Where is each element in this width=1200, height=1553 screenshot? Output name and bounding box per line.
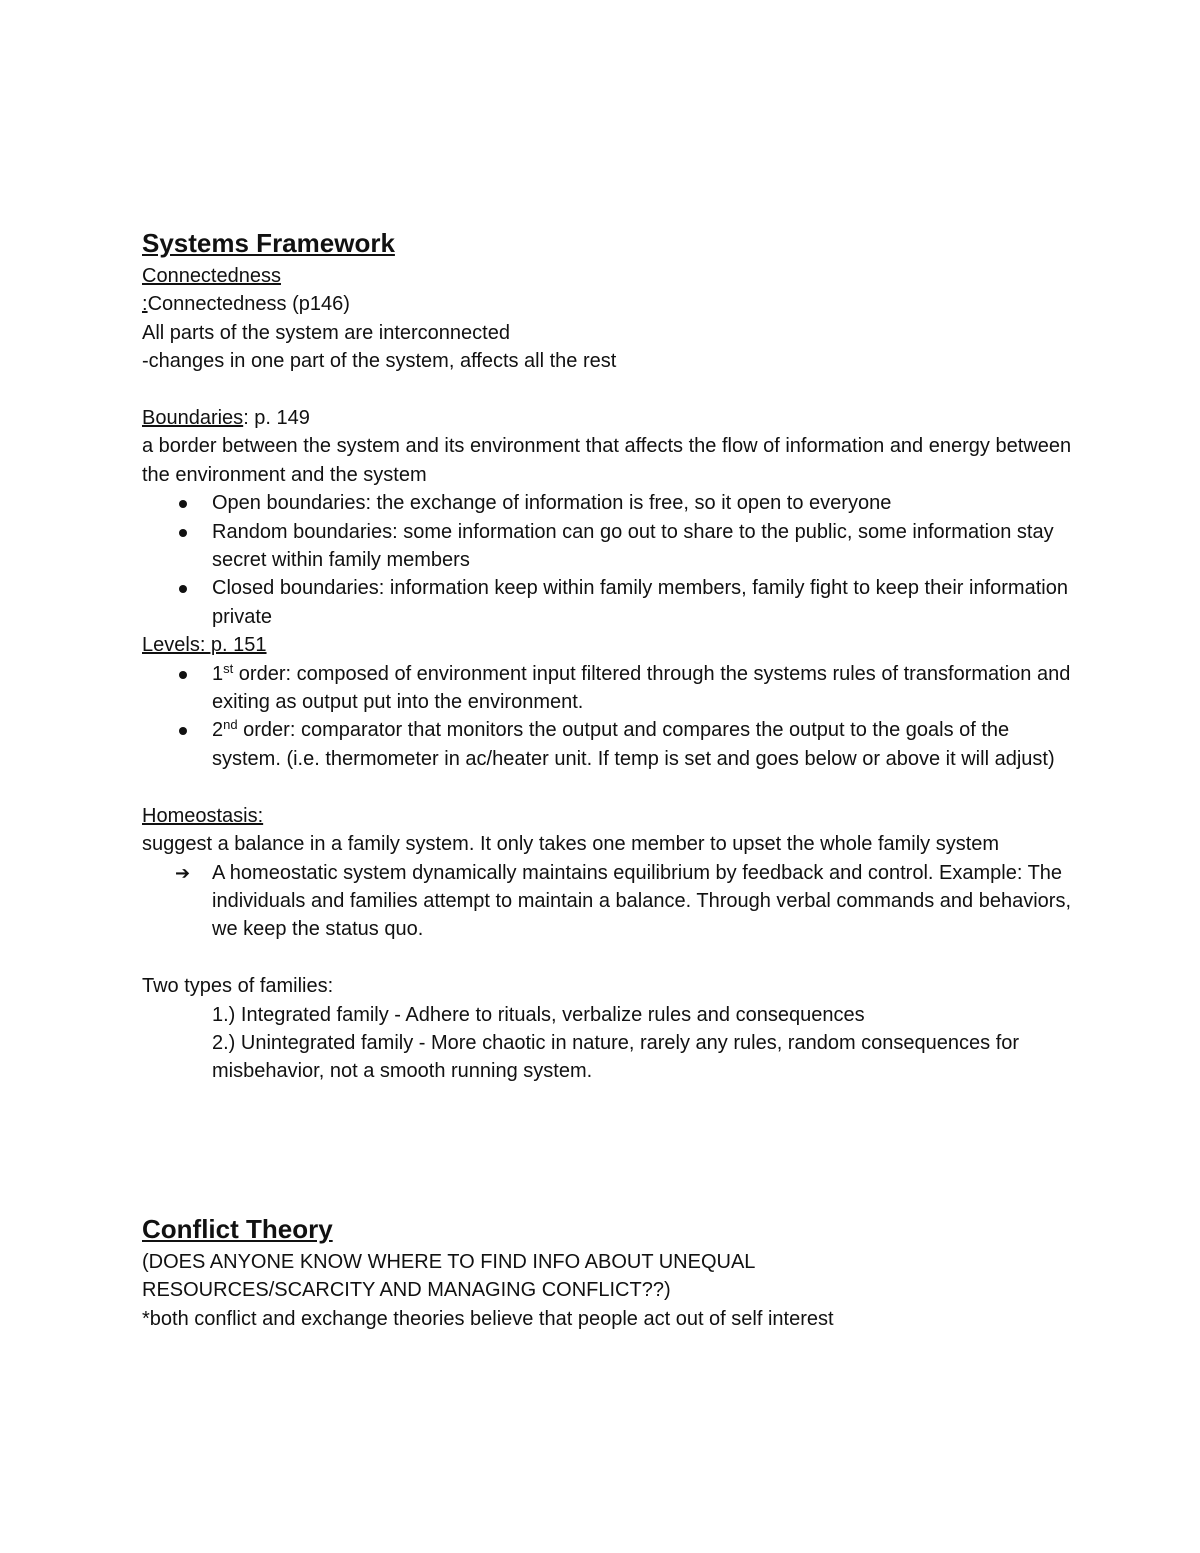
homeostasis-arrow-item: A homeostatic system dynamically maintains equilibrium by feedback and control. Example: The individuals and families attempt to maintain a balance. Through verbal commands and behaviors, we keep the status quo. [212, 861, 1072, 941]
homeostasis-heading: Homeostasis: [142, 804, 264, 827]
systems-framework-title: Systems Framework [142, 228, 395, 258]
boundary-item-open: Open boundaries: the exchange of information is free, so it open to everyone [212, 492, 892, 515]
right-arrow-icon: ➔ [175, 862, 191, 883]
families-intro: Two types of families: [142, 975, 334, 998]
spacer [142, 1086, 1072, 1210]
connectedness-line-1: All parts of the system are interconnected [142, 321, 510, 344]
family-item-unintegrated: 2.) Unintegrated family - More chaotic in nature, rarely any rules, random consequences for misbehavior, not a smooth running system. [212, 1031, 1020, 1083]
boundary-item-closed: Closed boundaries: information keep within family members, family fight to keep their information private [212, 577, 1068, 628]
conflict-theory-title: Conflict Theory [142, 1213, 333, 1244]
level-ordinal: nd [223, 717, 238, 733]
bullet-dot-icon [179, 671, 187, 679]
spacer [142, 773, 1072, 801]
boundaries-page: : p. 149 [243, 407, 310, 430]
bullet-dot-icon [179, 500, 187, 508]
homeostasis-definition: suggest a balance in a family system. It only takes one member to upset the whole family system [142, 833, 1000, 856]
list-item [142, 716, 1072, 773]
list-item [142, 518, 1072, 575]
boundaries-list [142, 489, 1072, 631]
boundaries-label: Boundaries [142, 407, 244, 430]
boundary-item-random: Random boundaries: some information can go out to share to the public, some information stay secret within family members [212, 520, 1054, 572]
connectedness-ref-text: Connectedness (p146) [147, 293, 350, 316]
spacer [142, 376, 1072, 404]
list-item [142, 489, 1072, 517]
level-text: order: comparator that monitors the output and compares the output to the goals of the system. (i.e. thermometer in ac/heater unit. If temp is set and goes below or above it will adjust) [212, 719, 1055, 770]
connectedness-ref-prefix: : [142, 293, 148, 316]
conflict-question: (DOES ANYONE KNOW WHERE TO FIND INFO ABOUT UNEQUAL RESOURCES/SCARCITY AND MANAGING CONFLICT??) [142, 1250, 755, 1302]
bullet-dot-icon [179, 529, 187, 537]
list-item [142, 859, 1072, 944]
connectedness-heading: Connectedness [142, 265, 281, 287]
bullet-dot-icon [179, 585, 187, 593]
boundaries-heading [142, 404, 1072, 432]
level-text: order: composed of environment input filtered through the systems rules of transformation and exiting as output put into the environment. [212, 662, 1071, 714]
connectedness-line-2: -changes in one part of the system, affects all the rest [142, 350, 617, 373]
level-ordinal: st [223, 660, 234, 676]
conflict-note: *both conflict and exchange theories believe that people act out of self interest [142, 1307, 834, 1330]
homeostasis-list [142, 859, 1072, 944]
list-item [142, 660, 1072, 717]
document-page [142, 224, 1072, 1333]
boundaries-definition: a border between the system and its environment that affects the flow of information and energy between the environment and the system [142, 435, 1072, 486]
level-number: 2 [212, 719, 224, 742]
bullet-dot-icon [179, 727, 187, 735]
levels-list [142, 660, 1072, 774]
spacer [142, 944, 1072, 972]
levels-heading: Levels: p. 151 [142, 634, 267, 657]
connectedness-ref [142, 290, 1072, 318]
family-item-integrated: 1.) Integrated family - Adhere to rituals, verbalize rules and consequences [212, 1003, 865, 1026]
level-number: 1 [212, 662, 224, 685]
list-item [142, 574, 1072, 631]
